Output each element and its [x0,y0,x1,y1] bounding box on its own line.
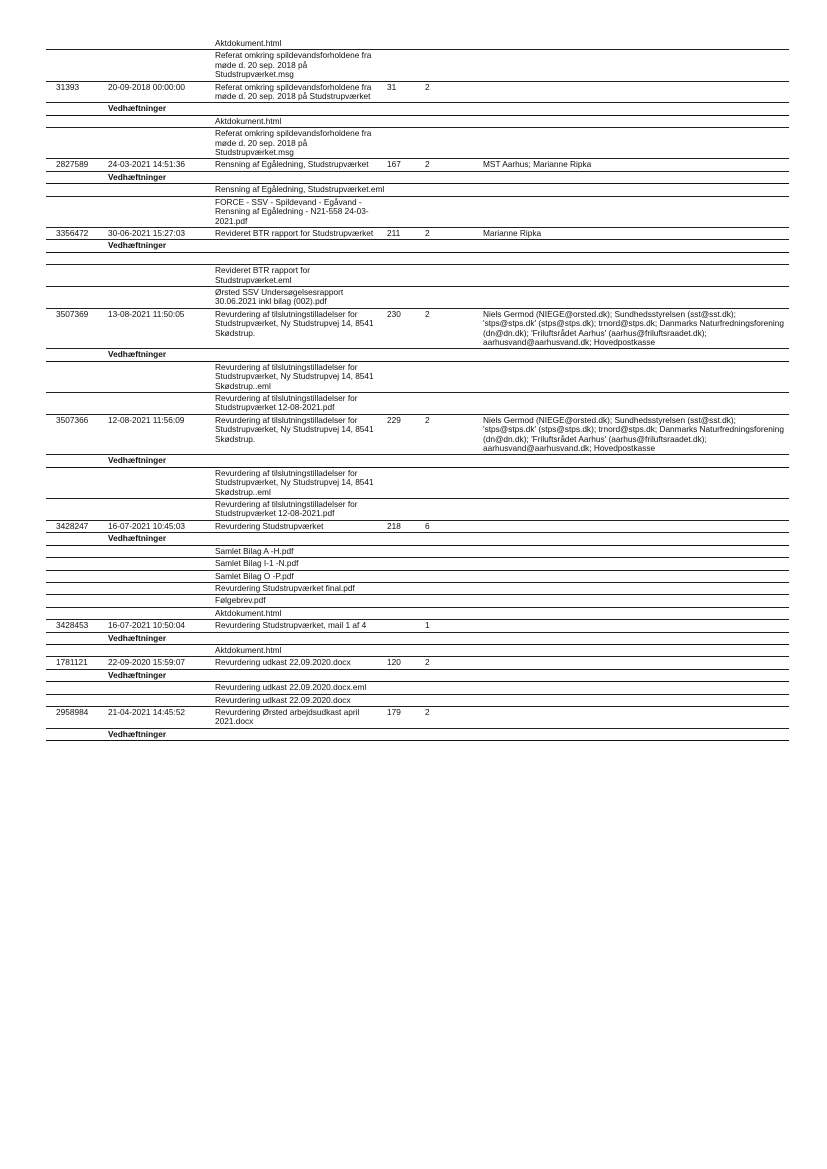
empty-cell [108,467,215,498]
empty-cell [46,499,108,521]
attachment-row [46,682,789,694]
attachment-row [46,558,789,570]
record-id: 2958984 [56,706,89,717]
empty-cell [46,728,108,740]
empty-cell [387,669,425,681]
empty-cell [387,361,425,392]
empty-cell [387,545,425,557]
attachment-row [46,196,789,227]
empty-cell [425,669,483,681]
empty-cell [425,265,483,287]
empty-cell [215,240,387,252]
empty-cell [46,50,108,81]
empty-cell [425,38,483,50]
empty-cell [46,171,108,183]
empty-cell [46,570,108,582]
empty-cell [425,582,483,594]
empty-cell [108,499,215,521]
empty-cell [387,286,425,308]
empty-cell [483,240,789,252]
empty-cell [483,455,789,467]
empty-cell [46,595,108,607]
empty-cell [387,50,425,81]
attachment-row [46,265,789,287]
empty-cell [483,349,789,361]
record-recipients: MST Aarhus; Marianne Ripka [483,159,592,170]
attachment-filename: Revurdering Studstrupværket final.pdf [215,582,355,593]
attachments-header-row [46,632,789,644]
attachment-filename: Referat omkring spildevandsforholdene fra møde d. 20 sep. 2018 på Studstrupværket.msg [215,50,372,80]
record-date: 30-06-2021 15:27:03 [108,227,186,238]
empty-cell [46,349,108,361]
empty-cell [425,595,483,607]
record-row [46,81,789,103]
empty-cell [425,694,483,706]
attachment-filename: Samlet Bilag A -H.pdf [215,545,294,556]
empty-cell [387,455,425,467]
empty-cell [425,728,483,740]
empty-cell [108,38,215,50]
empty-cell [108,694,215,706]
empty-cell [483,558,789,570]
empty-cell [108,644,215,656]
record-title: Referat omkring spildevandsforholdene fra møde d. 20 sep. 2018 på Studstrupværket [215,81,372,102]
attachment-row [46,545,789,557]
empty-cell [425,196,483,227]
empty-cell [46,455,108,467]
empty-cell [483,499,789,521]
record-row [46,520,789,532]
empty-cell [46,361,108,392]
empty-cell [425,128,483,159]
empty-cell [425,361,483,392]
record-count: 2 [425,159,430,170]
attachment-filename: Revurdering af tilslutningstilladelser for Studstrupværket 12-08-2021.pdf [215,393,358,413]
empty-cell [108,595,215,607]
empty-cell [215,349,387,361]
empty-cell [387,467,425,498]
empty-cell [425,252,483,264]
record-id: 3356472 [56,227,89,238]
empty-cell [425,682,483,694]
empty-cell [425,455,483,467]
record-title: Revurdering udkast 22.09.2020.docx [215,657,351,668]
attachment-row [46,286,789,308]
record-title: Revideret BTR rapport for Studstrupværket [215,227,374,238]
attachment-row [46,38,789,50]
empty-cell [483,545,789,557]
record-date: 12-08-2021 11:56:09 [108,414,185,425]
record-id: 2827589 [56,159,89,170]
record-recipients: Marianne Ripka [483,227,542,238]
attachment-filename: Følgebrev.pdf [215,595,266,606]
empty-cell [425,570,483,582]
attachment-row [46,115,789,127]
empty-cell [215,632,387,644]
record-number: 230 [387,308,401,319]
record-count: 2 [425,308,430,319]
record-recipients: Niels Germod (NIEGE@orsted.dk); Sundhedsstyrelsen (sst@sst.dk); 'stps@stps.dk' (stps@stps.dk); trnord@stps.dk; Danmarks Naturfredningsforening (dn@dn.dk); 'Friluftsrådet Aarhus' (aarhus@friluftsraadet.dk); aarhusvand@aarhusvand.dk; Hovedpostkasse [483,414,784,454]
record-date: 13-08-2021 11:50:05 [108,308,185,319]
empty-cell [387,682,425,694]
record-date: 16-07-2021 10:50:04 [108,620,186,631]
empty-cell [46,196,108,227]
empty-cell [46,545,108,557]
record-number: 229 [387,414,401,425]
empty-cell [387,184,425,196]
empty-cell [46,184,108,196]
empty-cell [46,694,108,706]
record-number: 120 [387,657,401,668]
record-date: 20-09-2018 00:00:00 [108,81,186,92]
record-recipients [483,81,789,103]
record-date: 16-07-2021 10:45:03 [108,520,186,531]
empty-cell [108,393,215,415]
empty-cell [483,196,789,227]
empty-cell [108,252,215,264]
empty-cell [387,103,425,115]
record-id: 1781121 [56,657,88,668]
empty-cell [425,499,483,521]
empty-cell [425,467,483,498]
empty-cell [387,115,425,127]
attachments-header-row [46,728,789,740]
empty-cell [215,669,387,681]
empty-cell [46,582,108,594]
empty-cell [387,196,425,227]
empty-cell [46,103,108,115]
attachments-header-row [46,103,789,115]
record-recipients [483,657,789,669]
document-list-table [46,38,789,741]
empty-cell [108,607,215,619]
empty-cell [215,533,387,545]
empty-cell [483,50,789,81]
empty-cell [387,694,425,706]
empty-cell [46,682,108,694]
empty-cell [215,455,387,467]
empty-cell [483,632,789,644]
attachments-header-row [46,240,789,252]
empty-cell [425,644,483,656]
empty-cell [46,467,108,498]
attachment-row [46,644,789,656]
record-date: 22-09-2020 15:59:07 [108,657,186,668]
attachments-header-row [46,455,789,467]
record-row [46,159,789,171]
empty-cell [483,467,789,498]
empty-cell [483,252,789,264]
empty-cell [46,644,108,656]
empty-cell [387,393,425,415]
empty-cell [387,558,425,570]
empty-cell [483,582,789,594]
empty-cell [425,533,483,545]
empty-cell [46,115,108,127]
record-title: Rensning af Egåledning, Studstrupværket [215,159,369,170]
empty-cell [108,128,215,159]
attachment-filename: Revurdering af tilslutningstilladelser for Studstrupværket, Ny Studstrupvej 14, 8541 Skødstrup..eml [215,467,374,497]
attachment-filename: Samlet Bilag I-1 -N.pdf [215,558,299,569]
empty-cell [483,669,789,681]
empty-cell [483,644,789,656]
record-number: 167 [387,159,401,170]
attachments-header-label: Vedhæftninger [108,103,167,114]
empty-cell [387,499,425,521]
record-title: Revurdering Ørsted arbejdsudkast april 2021.docx [215,706,360,727]
empty-cell [425,545,483,557]
empty-cell [387,171,425,183]
empty-cell [46,533,108,545]
empty-cell [483,533,789,545]
record-row [46,706,789,728]
empty-cell [425,240,483,252]
attachment-filename: Revurdering udkast 22.09.2020.docx [215,694,351,705]
record-count: 1 [425,620,430,631]
empty-cell [46,240,108,252]
empty-cell [387,607,425,619]
record-row [46,414,789,455]
empty-cell [108,558,215,570]
empty-cell [425,286,483,308]
empty-cell [108,582,215,594]
attachments-header-label: Vedhæftninger [108,455,167,466]
empty-cell [483,38,789,50]
record-id: 3507366 [56,414,89,425]
empty-cell [215,103,387,115]
empty-cell [425,349,483,361]
record-count: 6 [425,520,430,531]
empty-cell [483,694,789,706]
attachment-filename: Ørsted SSV Undersøgelsesrapport 30.06.2021 inkl bilag (002).pdf [215,286,344,307]
record-count: 2 [425,227,430,238]
record-number: 211 [387,227,401,238]
attachments-header-row [46,171,789,183]
record-title: Revurdering Studstrupværket [215,520,324,531]
empty-cell [46,632,108,644]
empty-cell [483,286,789,308]
empty-cell [46,38,108,50]
empty-cell [46,265,108,287]
empty-cell [387,570,425,582]
empty-cell [425,632,483,644]
empty-cell [425,103,483,115]
record-row [46,657,789,669]
empty-cell [483,595,789,607]
record-count: 2 [425,657,430,668]
empty-cell [425,607,483,619]
empty-cell [387,38,425,50]
empty-cell [108,184,215,196]
attachment-row [46,595,789,607]
record-date: 24-03-2021 14:51:36 [108,159,186,170]
empty-cell [425,393,483,415]
attachment-filename: Revurdering udkast 22.09.2020.docx.eml [215,682,367,693]
attachment-filename: Aktdokument.html [215,38,282,48]
record-number: 218 [387,520,401,531]
attachments-header-row [46,669,789,681]
empty-cell [387,728,425,740]
empty-cell [108,570,215,582]
empty-cell [46,128,108,159]
empty-cell [387,240,425,252]
attachment-row [46,499,789,521]
record-count: 2 [425,414,430,425]
record-id: 3507369 [56,308,89,319]
empty-cell [387,582,425,594]
record-id: 31393 [56,81,80,92]
empty-cell [387,265,425,287]
empty-cell [483,171,789,183]
attachments-header-label: Vedhæftninger [108,533,167,544]
attachment-filename: Revurdering af tilslutningstilladelser for Studstrupværket, Ny Studstrupvej 14, 8541 Skødstrup..eml [215,361,374,391]
empty-cell [387,252,425,264]
attachments-header-label: Vedhæftninger [108,171,167,182]
empty-cell [108,545,215,557]
empty-cell [483,265,789,287]
empty-cell [425,115,483,127]
empty-cell [483,128,789,159]
record-date: 21-04-2021 14:45:52 [108,706,186,717]
attachment-row [46,50,789,81]
attachments-header-label: Vedhæftninger [108,240,167,251]
empty-cell [387,644,425,656]
record-row [46,308,789,349]
attachments-header-row [46,349,789,361]
attachment-filename: Samlet Bilag O -P.pdf [215,570,294,581]
attachment-filename: Referat omkring spildevandsforholdene fra møde d. 20 sep. 2018 på Studstrupværket.msg [215,128,372,158]
record-number [387,620,425,632]
record-recipients [483,520,789,532]
attachment-filename: FORCE - SSV - Spildevand - Egåvand - Rensning af Egåledning - N21-558 24-03-2021.pdf [215,196,369,226]
empty-cell [483,607,789,619]
attachment-row [46,607,789,619]
empty-cell [387,349,425,361]
empty-cell [387,595,425,607]
attachment-row [46,393,789,415]
attachments-header-row [46,533,789,545]
attachment-row [46,128,789,159]
attachment-row [46,467,789,498]
record-row [46,620,789,632]
empty-cell [425,50,483,81]
attachment-filename: Aktdokument.html [215,644,282,655]
record-number: 179 [387,706,401,717]
empty-cell [46,607,108,619]
empty-cell [108,286,215,308]
attachments-header-label: Vedhæftninger [108,349,167,360]
empty-cell [483,115,789,127]
attachments-header-label: Vedhæftninger [108,728,167,739]
record-title: Revurdering af tilslutningstilladelser for Studstrupværket, Ny Studstrupvej 14, 8541 Skødstrup. [215,414,374,444]
record-id: 3428453 [56,620,89,631]
empty-cell [108,196,215,227]
empty-cell [387,632,425,644]
attachment-filename: Aktdokument.html [215,607,282,618]
record-row [46,227,789,239]
document-list-body [46,38,789,741]
empty-cell [483,682,789,694]
empty-cell [483,570,789,582]
record-title: Revurdering Studstrupværket, mail 1 af 4 [215,620,367,631]
attachment-row [46,582,789,594]
attachments-header-label: Vedhæftninger [108,669,167,680]
empty-cell [46,286,108,308]
empty-cell [46,393,108,415]
attachment-row [46,694,789,706]
empty-cell [46,252,108,264]
empty-cell [425,558,483,570]
attachment-row [46,184,789,196]
empty-cell [108,50,215,81]
record-recipients: Niels Germod (NIEGE@orsted.dk); Sundhedsstyrelsen (sst@sst.dk); 'stps@stps.dk' (stps@stps.dk); trnord@stps.dk; Danmarks Naturfredningsforening (dn@dn.dk); 'Friluftsrådet Aarhus' (aarhus@friluftsraadet.dk); aarhusvand@aarhusvand.dk; Hovedpostkasse [483,308,784,347]
empty-cell [108,361,215,392]
attachments-header-label: Vedhæftninger [108,632,167,643]
record-count: 2 [425,81,430,92]
empty-cell [108,265,215,287]
empty-cell [483,728,789,740]
empty-cell [425,171,483,183]
empty-cell [483,393,789,415]
attachment-filename: Aktdokument.html [215,115,282,126]
empty-cell [46,558,108,570]
attachment-filename: Revurdering af tilslutningstilladelser for Studstrupværket 12-08-2021.pdf [215,499,358,519]
attachment-filename: Rensning af Egåledning, Studstrupværket.eml [215,184,385,195]
empty-cell [425,184,483,196]
record-recipients [483,706,789,728]
attachment-row [46,570,789,582]
attachment-filename: Revideret BTR rapport for Studstrupværket.eml [215,265,310,285]
attachment-row [46,361,789,392]
attachment-row [46,252,789,264]
empty-cell [483,361,789,392]
empty-cell [387,533,425,545]
attachment-filename [215,252,387,264]
record-id: 3428247 [56,520,89,531]
empty-cell [483,103,789,115]
empty-cell [387,128,425,159]
record-count: 2 [425,706,430,717]
empty-cell [46,669,108,681]
empty-cell [483,184,789,196]
empty-cell [215,728,387,740]
record-number: 31 [387,81,397,92]
record-title: Revurdering af tilslutningstilladelser for Studstrupværket, Ny Studstrupvej 14, 8541 Skødstrup. [215,308,374,338]
empty-cell [108,115,215,127]
empty-cell [108,682,215,694]
record-recipients [483,620,789,632]
empty-cell [215,171,387,183]
